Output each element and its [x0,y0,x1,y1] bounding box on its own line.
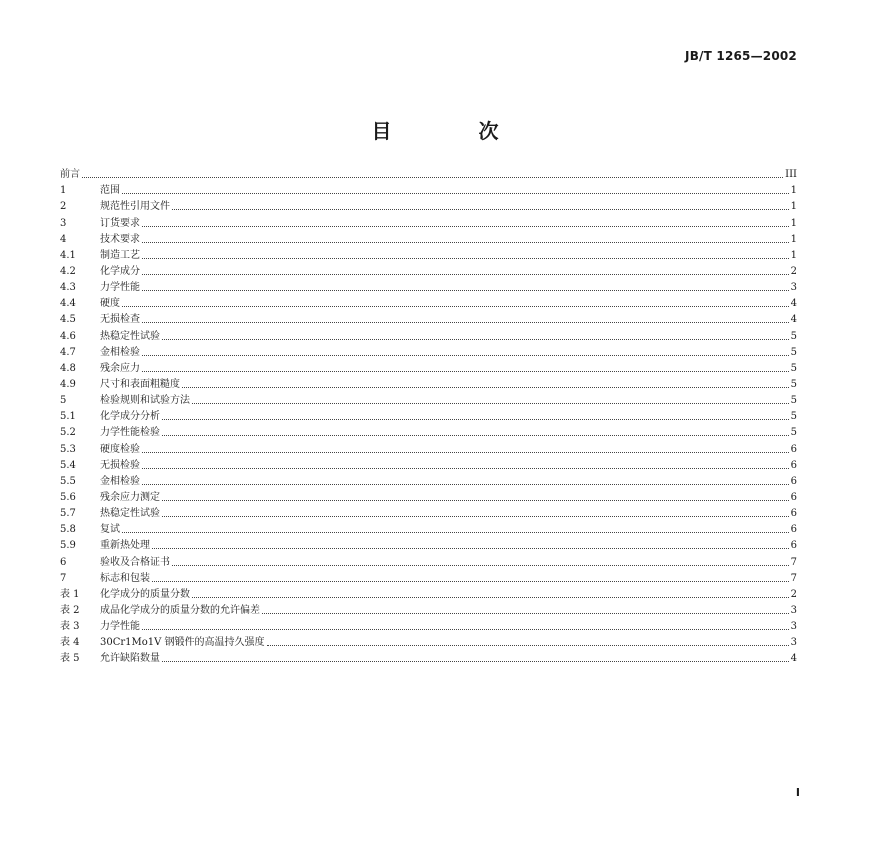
toc-entry-label: 标志和包装 [100,572,150,584]
dot-leader [122,193,789,194]
toc-entry-label: 金相检验 [100,475,140,487]
toc-entry-label: 残余应力测定 [100,491,160,503]
toc-entry-number: 1 [60,185,67,197]
page-number: I [795,786,800,799]
dot-leader [142,371,789,372]
toc-entry-label: 30Cr1Mo1V 钢锻件的高温持久强度 [100,637,265,649]
dot-leader [172,209,789,210]
toc-entry[interactable] [60,407,797,423]
toc-entry-label: 制造工艺 [100,249,140,261]
toc-entry[interactable] [60,262,797,278]
dot-leader [142,355,789,356]
toc-entry-label: 尺寸和表面粗糙度 [100,378,180,390]
toc-entry-number: 3 [60,217,67,229]
toc-entry-label: 热稳定性试验 [100,508,160,520]
toc-entry-number: 7 [60,572,67,584]
toc-entry[interactable] [60,343,797,359]
toc-entry-page: 3 [790,637,797,649]
toc-entry-page: 6 [790,475,797,487]
toc-entry-label: 订货要求 [100,217,140,229]
toc-entry-label: 重新热处理 [100,540,150,552]
dot-leader [192,597,789,598]
toc-entry-page: 5 [790,395,797,407]
toc-entry[interactable] [60,585,797,601]
toc-entry-label: 无损检验 [100,459,140,471]
toc-entry-page: 1 [790,217,797,229]
dot-leader [142,452,789,453]
dot-leader [267,645,789,646]
dot-leader [162,661,789,662]
toc-entry-number: 4.2 [60,265,76,277]
dot-leader [122,532,789,533]
toc-entry-page: 5 [790,346,797,358]
toc-entry[interactable] [60,633,797,649]
toc-entry-page: III [785,169,797,181]
toc-entry[interactable] [60,439,797,455]
toc-entry-page: 3 [790,604,797,616]
toc-entry-label: 复试 [100,524,120,536]
toc-entry-label: 范围 [100,185,120,197]
dot-leader [162,500,789,501]
toc-entry-label: 力学性能检验 [100,427,160,439]
toc-entry-number: 表 4 [60,637,80,649]
toc-entry-number: 4.4 [60,298,76,310]
dot-leader [182,387,789,388]
dot-leader [122,306,789,307]
toc-entry-page: 4 [790,653,797,665]
toc-entry-number: 表 2 [60,604,80,616]
toc-entry-number: 2 [60,201,67,213]
dot-leader [82,177,783,178]
dot-leader [142,322,789,323]
toc-entry-page: 1 [790,233,797,245]
toc-entry-number: 4.8 [60,362,76,374]
toc-entry-page: 3 [790,282,797,294]
toc-entry[interactable] [60,278,797,294]
toc-entry-number: 4.6 [60,330,76,342]
dot-leader [162,516,789,517]
toc-entry-page: 3 [790,621,797,633]
toc-entry[interactable] [60,520,797,536]
toc-entry-label: 硬度 [100,298,120,310]
toc-entry-label: 无损检查 [100,314,140,326]
dot-leader [142,258,789,259]
dot-leader [152,548,789,549]
toc-entry[interactable] [60,359,797,375]
toc-entry-page: 6 [790,459,797,471]
toc-entry[interactable] [60,181,797,197]
toc-entry-page: 1 [790,185,797,197]
dot-leader [142,629,789,630]
toc-entry[interactable] [60,165,797,181]
toc-entry-number: 4.5 [60,314,76,326]
toc-entry-page: 7 [790,556,797,568]
toc-entry-number: 4.3 [60,282,76,294]
toc-entry[interactable] [60,456,797,472]
toc-entry-label: 金相检验 [100,346,140,358]
toc-entry[interactable] [60,375,797,391]
toc-entry[interactable] [60,569,797,585]
toc-entry-number: 4.7 [60,346,76,358]
dot-leader [162,419,789,420]
toc-entry-label: 热稳定性试验 [100,330,160,342]
dot-leader [192,403,789,404]
dot-leader [142,468,789,469]
toc-entry-label: 残余应力 [100,362,140,374]
toc-entry-page: 5 [790,330,797,342]
toc-entry-page: 5 [790,378,797,390]
dot-leader [262,613,789,614]
toc-entry-number: 5.1 [60,411,76,423]
toc-entry-label: 规范性引用文件 [100,201,170,213]
toc-entry-label: 允许缺陷数量 [100,653,160,665]
dot-leader [142,290,789,291]
toc-entry-label: 化学成分 [100,265,140,277]
toc-entry-number: 5.9 [60,540,76,552]
toc-entry-page: 6 [790,491,797,503]
toc-entry-number: 5.7 [60,508,76,520]
dot-leader [142,274,789,275]
toc-entry-number: 4 [60,233,67,245]
toc-entry-number: 4.9 [60,378,76,390]
toc-entry[interactable] [60,617,797,633]
toc-entry-label: 成品化学成分的质量分数的允许偏差 [100,604,260,616]
toc-entry-label: 技术要求 [100,233,140,245]
toc-entry-number: 表 3 [60,621,80,633]
toc-entry-page: 6 [790,524,797,536]
dot-leader [142,242,789,243]
page-title: 目 次 [371,119,539,143]
toc-entry[interactable] [60,649,797,665]
toc-entry[interactable] [60,601,797,617]
toc-entry-page: 6 [790,443,797,455]
toc-entry-page: 1 [790,201,797,213]
toc-entry[interactable] [60,213,797,229]
toc-entry-page: 4 [790,298,797,310]
toc-entry-label: 力学性能 [100,621,140,633]
toc-entry-number: 5.5 [60,475,76,487]
toc-entry-label: 硬度检验 [100,443,140,455]
toc-entry-page: 5 [790,427,797,439]
toc-entry-number: 表 5 [60,653,80,665]
toc-entry[interactable] [60,230,797,246]
toc-entry[interactable] [60,504,797,520]
toc-entry[interactable] [60,423,797,439]
toc-entry-label: 化学成分分析 [100,411,160,423]
table-of-contents [60,165,797,665]
standard-number: JB/T 1265—2002 [685,49,797,63]
toc-entry[interactable] [60,246,797,262]
toc-entry-number: 5.8 [60,524,76,536]
toc-entry-number: 5.4 [60,459,76,471]
toc-entry-page: 5 [790,411,797,423]
toc-entry-number: 表 1 [60,588,80,600]
toc-entry[interactable] [60,552,797,568]
dot-leader [172,565,789,566]
toc-entry-number: 5.6 [60,491,76,503]
toc-entry-label: 化学成分的质量分数 [100,588,190,600]
toc-entry-page: 6 [790,540,797,552]
toc-entry-page: 2 [790,588,797,600]
dot-leader [152,581,789,582]
toc-entry-page: 1 [790,249,797,261]
toc-entry-number: 5 [60,395,67,407]
toc-entry-page: 5 [790,362,797,374]
toc-entry-page: 7 [790,572,797,584]
toc-entry[interactable] [60,310,797,326]
toc-entry[interactable] [60,326,797,342]
toc-entry-number: 前言 [60,169,80,181]
dot-leader [142,484,789,485]
toc-entry-page: 6 [790,508,797,520]
toc-entry-number: 5.2 [60,427,76,439]
toc-entry[interactable] [60,536,797,552]
toc-entry-page: 4 [790,314,797,326]
dot-leader [162,435,789,436]
toc-entry-number: 6 [60,556,67,568]
toc-entry-number: 5.3 [60,443,76,455]
dot-leader [162,339,789,340]
toc-entry[interactable] [60,488,797,504]
toc-entry-label: 力学性能 [100,282,140,294]
toc-entry[interactable] [60,472,797,488]
dot-leader [142,226,789,227]
toc-entry-label: 检验规则和试验方法 [100,395,190,407]
toc-entry-page: 2 [790,265,797,277]
toc-entry[interactable] [60,197,797,213]
toc-entry-label: 验收及合格证书 [100,556,170,568]
toc-entry[interactable] [60,294,797,310]
toc-entry-number: 4.1 [60,249,76,261]
toc-entry[interactable] [60,391,797,407]
